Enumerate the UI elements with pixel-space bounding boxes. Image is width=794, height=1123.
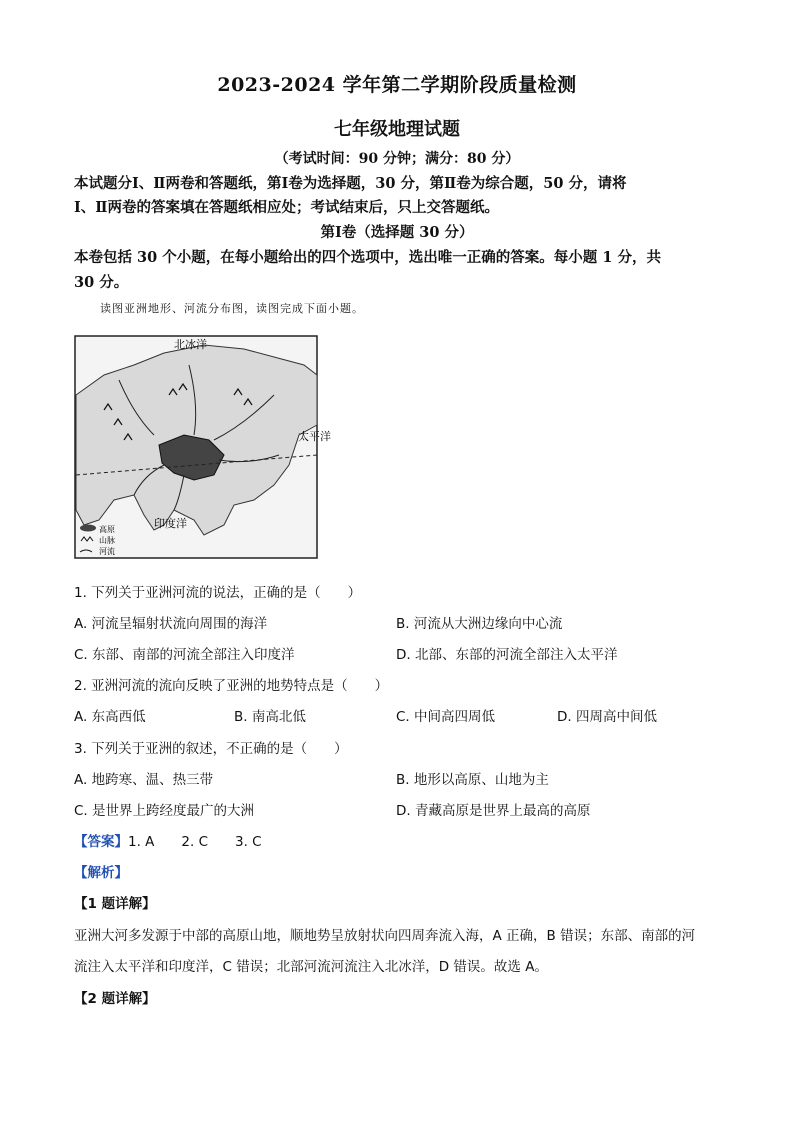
- instructions-line-1: 本试题分Ⅰ、Ⅱ两卷和答题纸，第Ⅰ卷为选择题，30 分，第Ⅱ卷为综合题，50 分，请将: [74, 175, 627, 192]
- analysis-line: [74, 861, 128, 881]
- question-1-option-c: C. 东部、南部的河流全部注入印度洋: [74, 647, 295, 663]
- q1-detail-line-2: 流注入太平洋和印度洋，C 错误；北部河流河流注入北冰洋，D 错误。故选 A。: [74, 959, 548, 975]
- analysis-tag: 【解析】: [74, 865, 128, 881]
- q1-detail-line-1: 亚洲大河多发源于中部的高原山地，顺地势呈放射状向四周奔流入海，A 正确，B 错误；东部、南部的河: [74, 928, 696, 944]
- answer-values: 1. A 2. C 3. C: [128, 834, 262, 850]
- label-arctic-ocean: 北冰洋: [174, 338, 207, 351]
- q2-detail-heading: 【2 题详解】: [74, 991, 156, 1007]
- question-2-option-d: D. 四周高中间低: [557, 709, 657, 725]
- instructions-line-2: Ⅰ、Ⅱ两卷的答案填在答题纸相应处；考试结束后，只上交答题纸。: [74, 199, 500, 216]
- question-3-option-a: A. 地跨寒、温、热三带: [74, 772, 214, 788]
- question-1-option-b: B. 河流从大洲边缘向中心流: [396, 616, 563, 632]
- question-1-stem: 1. 下列关于亚洲河流的说法，正确的是（ ）: [74, 585, 362, 601]
- part1-desc-line-1: 本卷包括 30 个小题，在每小题给出的四个选项中，选出唯一正确的答案。每小题 1 分，共: [74, 249, 661, 266]
- legend-plateau: 高原: [99, 525, 115, 534]
- subject-title: 七年级地理试题: [334, 119, 460, 140]
- part1-desc-line-2: 30 分。: [74, 274, 129, 291]
- q1-detail-heading: 【1 题详解】: [74, 896, 156, 912]
- label-pacific-text: 太平洋: [298, 430, 331, 443]
- question-3-option-c: C. 是世界上跨经度最广的大洲: [74, 803, 255, 819]
- answer-line: [74, 830, 262, 850]
- label-pacific-ocean: [298, 429, 331, 443]
- answer-tag: 【答案】: [74, 834, 128, 850]
- question-3-option-d: D. 青藏高原是世界上最高的高原: [396, 803, 591, 819]
- question-3-option-b: B. 地形以高原、山地为主: [396, 772, 549, 788]
- asia-map: [74, 335, 331, 559]
- exam-title: 2023-2024 学年第二学期阶段质量检测: [217, 74, 577, 96]
- question-2-option-a: A. 东高西低: [74, 709, 146, 725]
- question-3-stem: 3. 下列关于亚洲的叙述，不正确的是（ ）: [74, 741, 348, 757]
- question-1-option-d: D. 北部、东部的河流全部注入太平洋: [396, 647, 618, 663]
- question-1-option-a: A. 河流呈辐射状流向周围的海洋: [74, 616, 268, 632]
- legend-mountain: 山脉: [99, 536, 115, 545]
- exam-info: （考试时间：90 分钟；满分：80 分）: [274, 151, 520, 167]
- legend-river: 河流: [99, 547, 115, 556]
- question-2-option-c: C. 中间高四周低: [396, 709, 496, 725]
- part1-heading: 第Ⅰ卷（选择题 30 分）: [320, 224, 474, 241]
- question-2-stem: 2. 亚洲河流的流向反映了亚洲的地势特点是（ ）: [74, 678, 389, 694]
- question-2-option-b: B. 南高北低: [234, 709, 306, 725]
- label-indian-ocean: 印度洋: [154, 517, 187, 530]
- map-intro: 读图亚洲地形、河流分布图，读图完成下面小题。: [100, 302, 364, 315]
